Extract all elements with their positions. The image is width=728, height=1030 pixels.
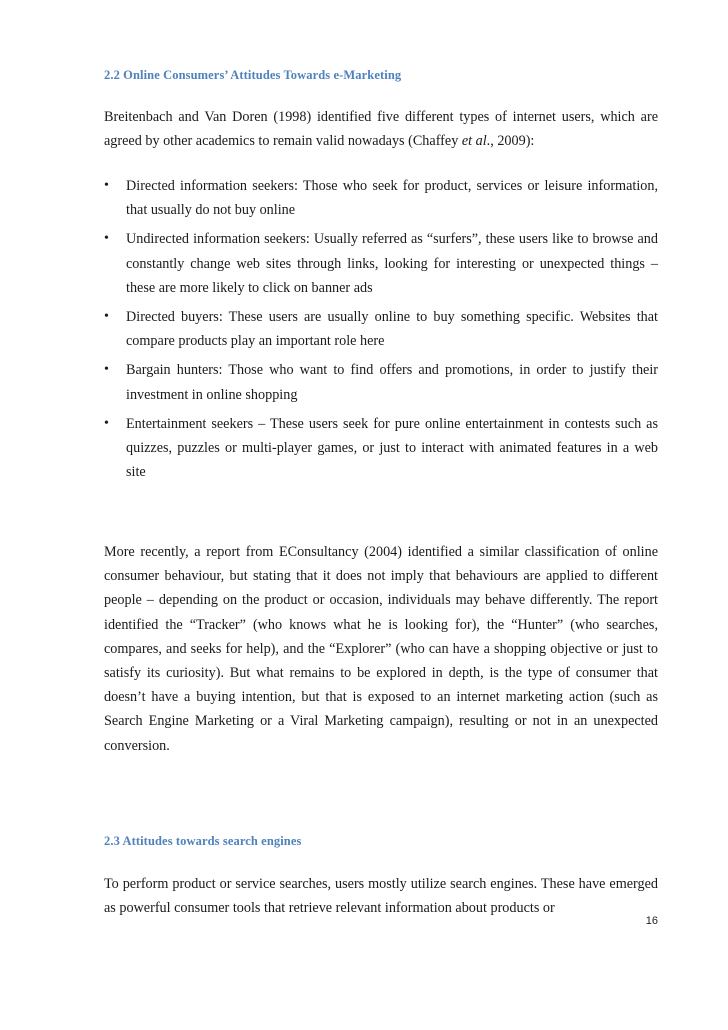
list-item-text: Directed information seekers: Those who seek for product, services or leisure information, that usually do not buy online xyxy=(126,178,658,219)
intro-paragraph xyxy=(104,105,658,153)
bullet-icon: • xyxy=(104,178,109,193)
list-item-text: Directed buyers: These users are usually online to buy something specific. Websites that compare products play an important role here xyxy=(126,309,658,350)
list-item xyxy=(104,358,658,406)
bullet-icon: • xyxy=(104,415,109,431)
search-engines-paragraph: To perform product or service searches, users mostly utilize search engines. These have emerged as powerful consumer tools that retrieve relevant information about products or xyxy=(104,876,658,917)
list-item-text: Undirected information seekers: Usually referred as “surfers”, these users like to browse and constantly change web sites through links, looking for interesting or unexpected things – these are more likely to click on banner ads xyxy=(126,231,658,296)
bullet-icon: • xyxy=(104,362,109,378)
intro-text-start: Breitenbach and Van Doren (1998) identified five different types of internet users, which are agreed by other academics to remain valid nowadays (Chaffey xyxy=(104,109,658,150)
list-item xyxy=(104,412,658,485)
list-item xyxy=(104,227,658,300)
page-number: 16 xyxy=(645,915,658,927)
section-heading-2-2: 2.2 Online Consumers’ Attitudes Towards e-Marketing xyxy=(104,68,402,82)
list-item-text: Entertainment seekers – These users seek for pure online entertainment in contests such as quizzes, puzzles or multi-player games, or just to interact with animated features in a web site xyxy=(126,415,658,481)
classification-paragraph: More recently, a report from EConsultancy (2004) identified a similar classification of online consumer behaviour, but stating that it does not imply that behaviours are applied to different people – depending on the product or occasion, individuals may behave differently. The report identified the “Tracker” (who knows what he is looking for), the “Hunter” (who searches, compares, and seeks for help), and the “Explorer” (who can have a shopping objective or just to satisfy its curiosity). But what remains to be explored in depth, is the type of consumer that doesn’t have a buying intention, but that is exposed to an internet marketing action (such as Search Engine Marketing or a Viral Marketing campaign), resulting or not in an unexpected conversion. xyxy=(104,544,658,754)
section-heading-2-3: 2.3 Attitudes towards search engines xyxy=(104,834,302,848)
intro-text-italic: et al xyxy=(461,133,487,150)
list-item xyxy=(104,174,658,222)
bullet-icon: • xyxy=(104,309,109,325)
list-item xyxy=(104,305,658,353)
intro-text-end: ., 2009): xyxy=(486,133,535,150)
bullet-icon: • xyxy=(104,231,109,247)
list-item-text: Bargain hunters: Those who want to find offers and promotions, in order to justify their investment in online shopping xyxy=(126,362,658,403)
user-types-list xyxy=(104,174,658,489)
